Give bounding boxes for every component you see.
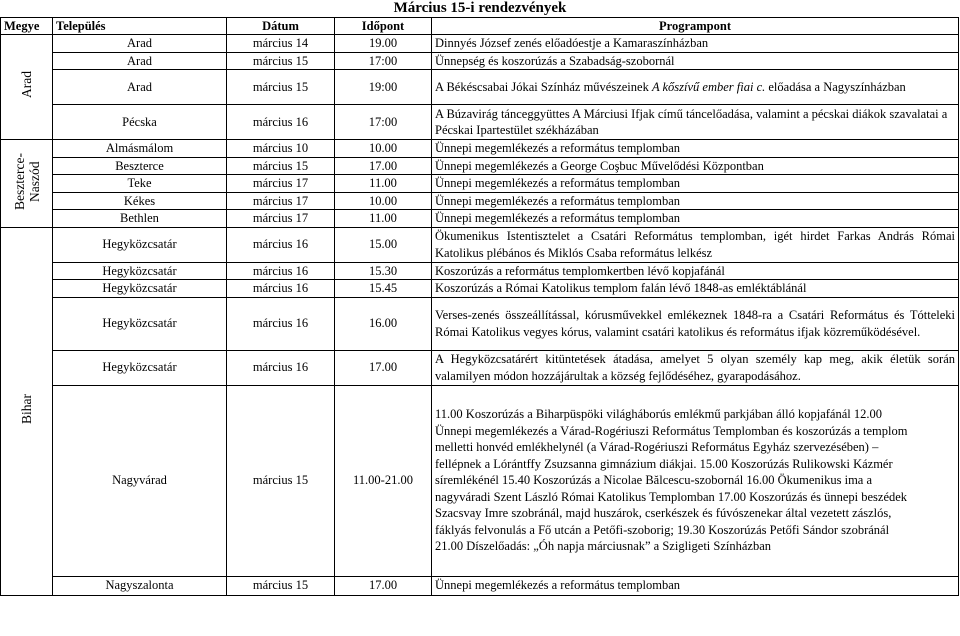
date-cell: március 16 <box>227 297 335 350</box>
header-county: Megye <box>1 18 53 35</box>
date-cell: március 15 <box>227 157 335 175</box>
county-label: Bihar <box>19 393 34 424</box>
table-row <box>1 52 959 70</box>
program-text: A Békéscsabai Jókai Színház művészeinek <box>435 79 652 94</box>
program-cell: Ünnepi megemlékezés a református templomban <box>432 192 959 210</box>
settlement-cell: Nagyvárad <box>53 385 227 576</box>
program-cell: Koszorúzás a Római Katolikus templom falán lévő 1848-as emléktáblánál <box>432 280 959 298</box>
time-cell: 15.00 <box>335 227 432 262</box>
time-cell: 11.00-21.00 <box>335 385 432 576</box>
program-cell: Ünnepi megemlékezés a George Coşbuc Művelődési Központban <box>432 157 959 175</box>
date-cell: március 17 <box>227 210 335 228</box>
program-cell: Ünnepi megemlékezés a református templomban <box>432 576 959 595</box>
county-label: Beszterce- Naszód <box>11 152 42 210</box>
table-row <box>1 210 959 228</box>
table-row <box>1 280 959 298</box>
county-cell-bihar <box>1 227 53 595</box>
header-time: Időpont <box>335 18 432 35</box>
settlement-cell: Nagyszalonta <box>53 576 227 595</box>
table-row <box>1 70 959 105</box>
date-cell: március 16 <box>227 105 335 140</box>
table-row <box>1 227 959 262</box>
program-cell: Ünnepi megemlékezés a református templomban <box>432 140 959 158</box>
time-cell: 11.00 <box>335 175 432 193</box>
play-title: A kőszívű ember fiai c. <box>651 79 766 94</box>
time-cell: 11.00 <box>335 210 432 228</box>
table-row <box>1 297 959 350</box>
settlement-cell: Arad <box>53 70 227 105</box>
program-cell: 11.00 Koszorúzás a Biharpüspöki világháborús emlékmű parkjában álló kopjafánál 12.00 Ünnepi megemlékezés a Várad-Rogériuszi Református Templomban és koszorúzás a templom melletti honvéd emlékhelynél (a Várad-Rogériuszi Református Egyház szervezésében) – fellépnek a Lórántffy Zsuzsanna gimnázium diákjai. 15.00 Koszorúzás Rulikowski Kázmér síremlékénél 15.40 Koszorúzás a Nicolae Bălcescu-szobornál 16.00 Ökumenikus ima a nagyváradi Szent László Római Katolikus Templomban 17.00 Koszorúzás és ünnepi beszédek Szacsvay Imre szobránál, majd huszárok, cserkészek és fúvószenekar által vezetett zászlós, fáklyás felvonulás a Fő utcán a Petőfi-szoborig; 19.30 Koszorúzás Petőfi Sándor szobránál 21.00 Díszelőadás: „Óh napja márciusnak” a Szigligeti Színházban <box>432 385 959 576</box>
header-settlement: Település <box>53 18 227 35</box>
header-date: Dátum <box>227 18 335 35</box>
settlement-cell: Arad <box>53 52 227 70</box>
settlement-cell: Hegyközcsatár <box>53 227 227 262</box>
time-cell: 10.00 <box>335 192 432 210</box>
table-row <box>1 157 959 175</box>
time-cell: 19:00 <box>335 70 432 105</box>
date-cell: március 15 <box>227 52 335 70</box>
settlement-cell: Teke <box>53 175 227 193</box>
table-row <box>1 175 959 193</box>
settlement-cell: Hegyközcsatár <box>53 280 227 298</box>
date-cell: március 16 <box>227 350 335 385</box>
table-row <box>1 35 959 53</box>
table-row <box>1 385 959 576</box>
settlement-cell: Almásmálom <box>53 140 227 158</box>
date-cell: március 14 <box>227 35 335 53</box>
date-cell: március 15 <box>227 385 335 576</box>
time-cell: 17.00 <box>335 350 432 385</box>
header-program: Programpont <box>432 18 959 35</box>
date-cell: március 15 <box>227 576 335 595</box>
date-cell: március 16 <box>227 280 335 298</box>
time-cell: 17:00 <box>335 52 432 70</box>
time-cell: 19.00 <box>335 35 432 53</box>
program-cell <box>432 70 959 105</box>
settlement-cell: Hegyközcsatár <box>53 350 227 385</box>
program-cell: Ünnepi megemlékezés a református templomban <box>432 210 959 228</box>
program-text: előadása a Nagyszínházban <box>765 79 906 94</box>
table-row <box>1 105 959 140</box>
time-cell: 15.45 <box>335 280 432 298</box>
county-label: Arad <box>19 71 34 99</box>
county-cell-beszterce <box>1 140 53 228</box>
table-row <box>1 192 959 210</box>
date-cell: március 17 <box>227 175 335 193</box>
county-cell-arad <box>1 35 53 140</box>
header-row <box>1 18 959 35</box>
date-cell: március 15 <box>227 70 335 105</box>
time-cell: 17:00 <box>335 105 432 140</box>
time-cell: 10.00 <box>335 140 432 158</box>
date-cell: március 17 <box>227 192 335 210</box>
events-table <box>0 17 959 596</box>
date-cell: március 16 <box>227 262 335 280</box>
time-cell: 16.00 <box>335 297 432 350</box>
program-cell: Ünnepi megemlékezés a református templomban <box>432 175 959 193</box>
table-row <box>1 576 959 595</box>
time-cell: 17.00 <box>335 576 432 595</box>
program-cell: Dinnyés József zenés előadóestje a Kamaraszínházban <box>432 35 959 53</box>
time-cell: 15.30 <box>335 262 432 280</box>
table-row <box>1 262 959 280</box>
settlement-cell: Arad <box>53 35 227 53</box>
table-row <box>1 350 959 385</box>
program-cell: Ünnepség és koszorúzás a Szabadság-szobornál <box>432 52 959 70</box>
settlement-cell: Kékes <box>53 192 227 210</box>
program-cell: A Hegyközcsatárért kitüntetések átadása, amelyet 5 olyan személy kap meg, akik életük során valamilyen módon hozzájárultak a község fejlődéséhez, gyarapodásához. <box>432 350 959 385</box>
program-cell: A Búzavirág tánceggyüttes A Márciusi Ifjak című táncelőadása, valamint a pécskai diákok szavalatai a Pécskai Ipartestület székházában <box>432 105 959 140</box>
program-cell: Koszorúzás a református templomkertben lévő kopjafánál <box>432 262 959 280</box>
settlement-cell: Pécska <box>53 105 227 140</box>
time-cell: 17.00 <box>335 157 432 175</box>
table-row <box>1 140 959 158</box>
date-cell: március 16 <box>227 227 335 262</box>
page-title: Március 15-i rendezvények <box>393 0 567 16</box>
settlement-cell: Beszterce <box>53 157 227 175</box>
settlement-cell: Hegyközcsatár <box>53 262 227 280</box>
program-cell: Verses-zenés összeállítással, kórusművekkel emlékeznek 1848-ra a Csatári Református és Tótteleki Római Katolikus vegyes kórus, valamint csatári katolikus és református ifjak közreműködésével. <box>432 297 959 350</box>
program-cell: Ökumenikus Istentisztelet a Csatári Református templomban, igét hirdet Farkas András Római Katolikus plébános és Miklós Csaba református lelkész <box>432 227 959 262</box>
settlement-cell: Hegyközcsatár <box>53 297 227 350</box>
settlement-cell: Bethlen <box>53 210 227 228</box>
date-cell: március 10 <box>227 140 335 158</box>
